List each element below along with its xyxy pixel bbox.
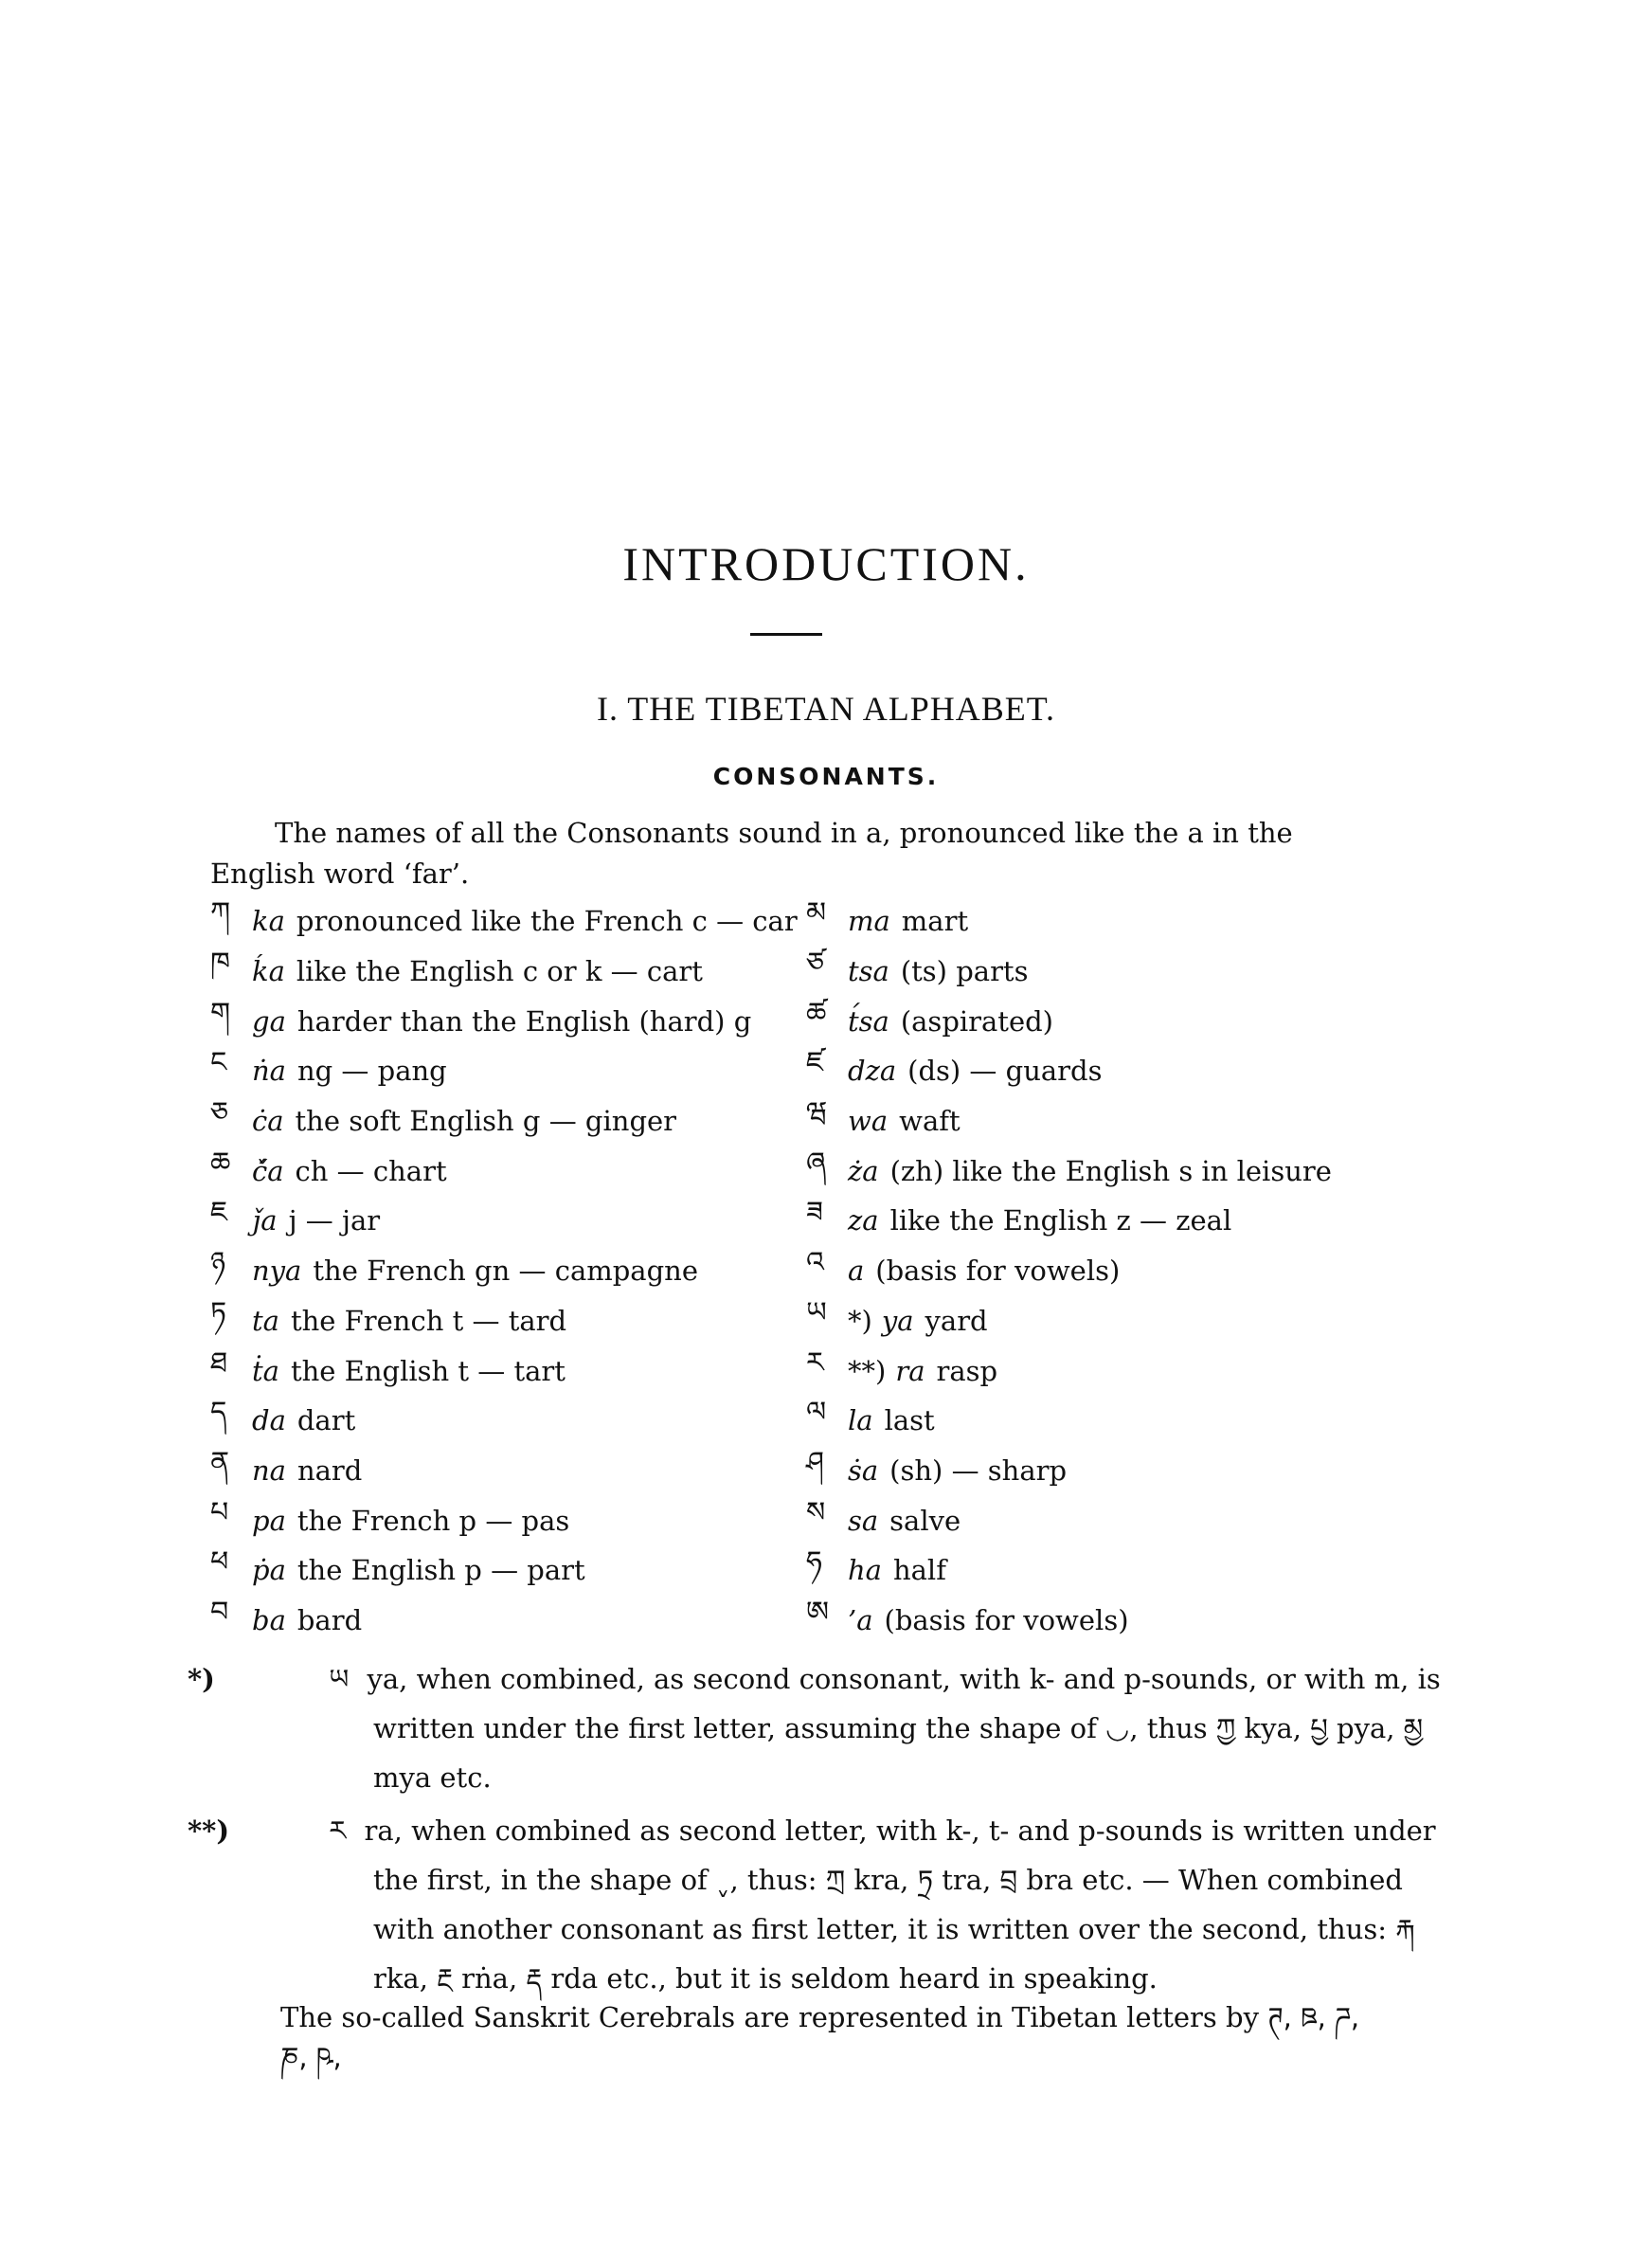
- pronunciation: dart: [296, 1404, 356, 1437]
- tibetan-letter: པ: [210, 1495, 229, 1529]
- pronunciation: ng — pang: [296, 1055, 447, 1088]
- pronunciation: the soft English g — ginger: [295, 1105, 677, 1138]
- tibetan-letter: ཅ: [210, 1096, 229, 1130]
- transliteration: dza: [848, 1055, 897, 1088]
- transliteration: ha: [848, 1554, 882, 1587]
- tibetan-letter: མ: [806, 896, 827, 930]
- transliteration: ya: [881, 1304, 914, 1337]
- consonant-row: [806, 1345, 1412, 1396]
- pronunciation: (zh) like the English s in leisure: [889, 1154, 1332, 1187]
- transliteration: ṗa: [252, 1554, 286, 1587]
- tibetan-letter: ང: [210, 1046, 227, 1080]
- pronunciation: yard: [925, 1304, 988, 1337]
- consonant-row: [210, 1495, 798, 1545]
- page-title: INTRODUCTION.: [622, 537, 1030, 590]
- pronunciation: harder than the English (hard) g: [296, 1004, 752, 1038]
- consonant-row: [806, 1196, 1412, 1246]
- consonant-row: [210, 1146, 798, 1196]
- tibetan-letter: ཉ: [210, 1246, 226, 1280]
- transliteration: a: [848, 1255, 865, 1288]
- pronunciation: (basis for vowels): [884, 1603, 1129, 1636]
- pronunciation: the French t — tard: [290, 1304, 567, 1337]
- tibetan-letter: ཧ: [806, 1545, 822, 1580]
- consonant-row: [210, 1396, 798, 1446]
- pronunciation: mart: [901, 905, 969, 938]
- pronunciation: like the English c or k — cart: [296, 955, 703, 988]
- pronunciation: last: [884, 1404, 935, 1437]
- pronunciation: ch — chart: [295, 1154, 447, 1187]
- footnote-ra: [188, 1806, 1463, 2003]
- pronunciation: like the English z — zeal: [889, 1204, 1232, 1237]
- footnote-reference: **): [848, 1354, 887, 1387]
- consonant-row: [210, 1545, 798, 1596]
- consonant-row: [210, 1196, 798, 1246]
- tibetan-letter: འ: [806, 1246, 824, 1280]
- tibetan-letter: ལ: [806, 1396, 827, 1430]
- pronunciation: waft: [899, 1105, 961, 1138]
- cerebrals-text: The so-called Sanskrit Cerebrals are represented in Tibetan letters by: [280, 2001, 1259, 2033]
- consonant-row: [806, 947, 1412, 997]
- transliteration: wa: [848, 1105, 889, 1138]
- pronunciation: salve: [889, 1504, 961, 1537]
- transliteration: ṅa: [252, 1055, 286, 1088]
- consonant-row: [210, 1596, 798, 1646]
- consonant-row: [806, 1596, 1412, 1646]
- tibetan-letter: ཨ: [806, 1595, 830, 1629]
- transliteration: da: [252, 1404, 286, 1437]
- tibetan-letter: ཀ: [210, 896, 231, 930]
- subsection-title: CONSONANTS.: [712, 763, 940, 790]
- pronunciation: the French p — pas: [296, 1504, 570, 1537]
- pronunciation: (ts) parts: [900, 955, 1029, 988]
- tibetan-letter: ཆ: [210, 1146, 231, 1180]
- consonant-row: [806, 896, 1412, 947]
- transliteration: ża: [848, 1154, 879, 1187]
- pronunciation: pronounced like the French c — car: [296, 905, 798, 938]
- tibetan-letter: བ: [210, 1595, 229, 1629]
- pronunciation: (aspirated): [900, 1004, 1053, 1038]
- transliteration: ǰa: [252, 1204, 278, 1237]
- consonant-row: [806, 1495, 1412, 1545]
- tibetan-letter: ཇ: [210, 1196, 228, 1230]
- pronunciation: (ds) — guards: [907, 1055, 1103, 1088]
- pronunciation: the English t — tart: [290, 1354, 566, 1387]
- tibetan-letter: ཝ: [806, 1096, 828, 1130]
- transliteration: ḱa: [252, 955, 285, 988]
- pronunciation: j — jar: [288, 1204, 381, 1237]
- tibetan-letter: ཐ: [210, 1345, 228, 1380]
- section-title: I. THE TIBETAN ALPHABET.: [596, 690, 1056, 728]
- footnote-text: ya, when combined, as second consonant, with k- and p-sounds, or with m, is written under the first letter, assuming the shape of ◡, thus ཀྱ kya, པྱ pya, མྱ mya etc.: [367, 1663, 1441, 1794]
- transliteration: ra: [895, 1354, 925, 1387]
- pronunciation: (basis for vowels): [875, 1255, 1121, 1288]
- transliteration: č́a: [252, 1154, 284, 1187]
- transliteration: tsa: [848, 955, 889, 988]
- consonant-row: [806, 1046, 1412, 1096]
- transliteration: t́sa: [848, 1004, 889, 1038]
- pronunciation: the French gn — campagne: [313, 1255, 698, 1288]
- transliteration: na: [252, 1454, 286, 1487]
- tibetan-letter: ཙ: [806, 947, 825, 981]
- transliteration: ’a: [848, 1603, 873, 1636]
- transliteration: ċa: [252, 1105, 284, 1138]
- consonant-row: [806, 1446, 1412, 1496]
- consonant-row: [806, 1545, 1412, 1596]
- pronunciation: bard: [296, 1603, 363, 1636]
- tibetan-letter: ན: [210, 1445, 230, 1479]
- footnote-marker: *): [188, 1663, 215, 1695]
- tibetan-letter: ཕ: [210, 1545, 229, 1580]
- consonant-row: [210, 996, 798, 1046]
- transliteration: ta: [252, 1304, 279, 1337]
- pronunciation: half: [892, 1554, 946, 1587]
- consonant-row: [806, 1096, 1412, 1147]
- consonant-row: [210, 1246, 798, 1296]
- consonant-row: [806, 996, 1412, 1046]
- consonant-list-left: [210, 896, 798, 1645]
- pronunciation: nard: [296, 1454, 363, 1487]
- tibetan-letter: ཏ: [210, 1295, 227, 1329]
- footnote-text: ra, when combined as second letter, with k-, t- and p-sounds is written under the first, in the shape of ˬ, thus: ཀྲ kra, ཏྲ tra, བྲ bra etc. — When combined with another consonant as first letter, it is written over the second, thus: རྐ rka, རྔ rṅa, རྡ rda etc., but it is seldom heard in speaking.: [364, 1815, 1436, 1995]
- consonant-row: [210, 1345, 798, 1396]
- intro-paragraph: The names of all the Consonants sound in a, pronounced like the a in the English word ‘far’.: [210, 817, 1293, 890]
- cerebral-glyphs: ཊ, ཋ, ཌ, ཎ, ཥ,: [280, 2001, 1360, 2073]
- consonant-row: [806, 1396, 1412, 1446]
- consonant-row: [210, 1296, 798, 1346]
- footnote-reference: *): [848, 1304, 872, 1337]
- tibetan-letter: ས: [806, 1495, 826, 1529]
- transliteration: ba: [252, 1603, 286, 1636]
- tibetan-letter: ག: [210, 996, 231, 1030]
- footnote-glyph: ར: [329, 1815, 347, 1847]
- transliteration: ka: [252, 905, 285, 938]
- footnote-marker: **): [188, 1815, 230, 1847]
- tibetan-letter: ར: [806, 1345, 824, 1380]
- tibetan-letter: ཞ: [806, 1146, 826, 1180]
- tibetan-letter: ཡ: [806, 1295, 827, 1329]
- title-rule: [750, 633, 822, 636]
- tibetan-letter: ཚ: [806, 996, 827, 1030]
- tibetan-letter: ཛ: [806, 1046, 824, 1080]
- transliteration: ṫa: [252, 1354, 279, 1387]
- consonant-list-right: [806, 896, 1412, 1645]
- transliteration: pa: [252, 1504, 286, 1537]
- consonant-row: [806, 1296, 1412, 1346]
- pronunciation: (sh) — sharp: [889, 1454, 1068, 1487]
- footnote-ya: [188, 1654, 1463, 1802]
- cerebrals-paragraph: [280, 1997, 1379, 2077]
- pronunciation: the English p — part: [296, 1554, 585, 1587]
- transliteration: ṡa: [848, 1454, 879, 1487]
- consonant-row: [210, 1446, 798, 1496]
- tibetan-letter: ཁ: [210, 947, 230, 981]
- consonant-row: [210, 947, 798, 997]
- footnote-glyph: ཡ: [329, 1663, 350, 1695]
- tibetan-letter: ཟ: [806, 1196, 823, 1230]
- pronunciation: rasp: [936, 1354, 998, 1387]
- tibetan-letter: ད: [210, 1396, 227, 1430]
- consonant-row: [806, 1246, 1412, 1296]
- consonant-row: [210, 1046, 798, 1096]
- transliteration: la: [848, 1404, 873, 1437]
- transliteration: nya: [252, 1255, 302, 1288]
- transliteration: za: [848, 1204, 879, 1237]
- transliteration: ga: [252, 1004, 286, 1038]
- transliteration: ma: [848, 905, 890, 938]
- consonant-row: [210, 896, 798, 947]
- consonant-row: [806, 1146, 1412, 1196]
- transliteration: sa: [848, 1504, 879, 1537]
- tibetan-letter: ཤ: [806, 1445, 824, 1479]
- consonant-row: [210, 1096, 798, 1147]
